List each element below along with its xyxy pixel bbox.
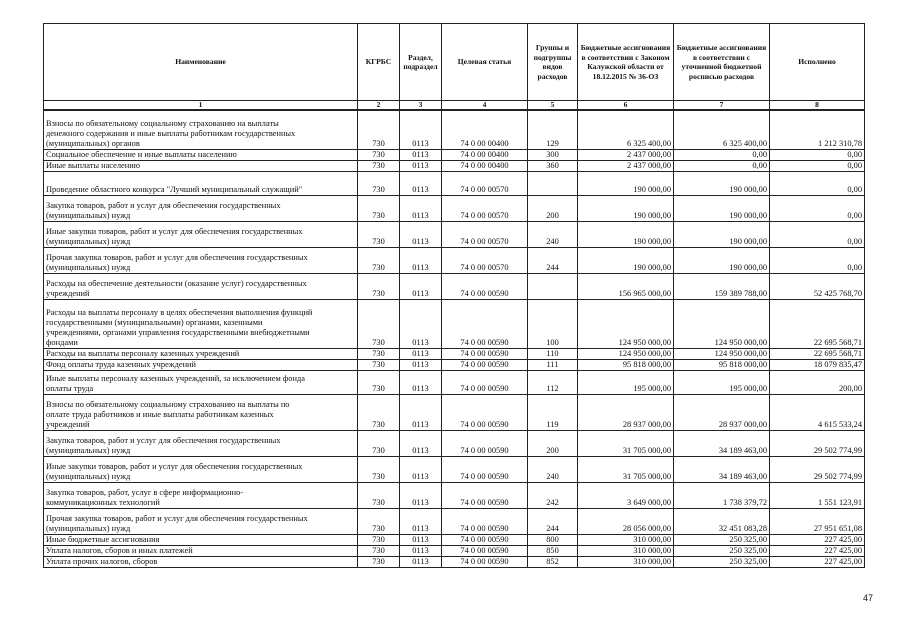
row-kgrbs: 730 [358, 247, 400, 273]
row-law-allocation: 190 000,00 [578, 247, 674, 273]
table-row [44, 430, 865, 456]
row-kgrbs: 730 [358, 221, 400, 247]
row-section: 0113 [400, 556, 442, 567]
column-number: 3 [400, 101, 442, 111]
row-target-article: 74 0 00 00590 [442, 359, 528, 370]
row-expense-type: 240 [528, 221, 578, 247]
table-body [44, 110, 865, 567]
row-name: Проведение областного конкурса "Лучший муниципальный служащий" [44, 171, 358, 195]
row-executed: 0,00 [770, 221, 865, 247]
table-row [44, 221, 865, 247]
row-target-article: 74 0 00 00590 [442, 456, 528, 482]
row-target-article: 74 0 00 00570 [442, 171, 528, 195]
row-name: Взносы по обязательному социальному страхованию на выплаты по оплате труда работников и иные выплаты работникам казенных учреждений [44, 394, 358, 430]
row-revised-allocation: 250 325,00 [674, 534, 770, 545]
row-name: Прочая закупка товаров, работ и услуг для обеспечения государственных (муниципальных) нужд [44, 247, 358, 273]
column-number-row [44, 101, 865, 111]
row-kgrbs: 730 [358, 273, 400, 299]
row-revised-allocation: 1 738 379,72 [674, 482, 770, 508]
row-law-allocation: 6 325 400,00 [578, 110, 674, 149]
row-expense-type: 200 [528, 195, 578, 221]
row-name: Иные бюджетные ассигнования [44, 534, 358, 545]
row-expense-type: 200 [528, 430, 578, 456]
column-number: 2 [358, 101, 400, 111]
row-target-article: 74 0 00 00590 [442, 482, 528, 508]
row-expense-type: 119 [528, 394, 578, 430]
row-kgrbs: 730 [358, 534, 400, 545]
row-law-allocation: 310 000,00 [578, 545, 674, 556]
row-name: Иные выплаты населению [44, 160, 358, 171]
column-number: 6 [578, 101, 674, 111]
row-executed: 227 425,00 [770, 545, 865, 556]
row-law-allocation: 28 056 000,00 [578, 508, 674, 534]
row-revised-allocation: 6 325 400,00 [674, 110, 770, 149]
row-name: Расходы на выплаты персоналу казенных учреждений [44, 348, 358, 359]
row-target-article: 74 0 00 00570 [442, 195, 528, 221]
row-section: 0113 [400, 482, 442, 508]
row-law-allocation: 124 950 000,00 [578, 299, 674, 348]
column-number: 1 [44, 101, 358, 111]
row-target-article: 74 0 00 00590 [442, 556, 528, 567]
row-revised-allocation: 124 950 000,00 [674, 299, 770, 348]
row-kgrbs: 730 [358, 394, 400, 430]
row-law-allocation: 124 950 000,00 [578, 348, 674, 359]
row-target-article: 74 0 00 00590 [442, 534, 528, 545]
table-row [44, 370, 865, 394]
row-target-article: 74 0 00 00590 [442, 508, 528, 534]
row-name: Закупка товаров, работ, услуг в сфере информационно- коммуникационных технологий [44, 482, 358, 508]
table-row [44, 456, 865, 482]
row-revised-allocation: 190 000,00 [674, 171, 770, 195]
table-row [44, 195, 865, 221]
row-executed: 0,00 [770, 160, 865, 171]
row-section: 0113 [400, 149, 442, 160]
row-executed: 0,00 [770, 149, 865, 160]
row-revised-allocation: 0,00 [674, 149, 770, 160]
row-law-allocation: 95 818 000,00 [578, 359, 674, 370]
row-law-allocation: 190 000,00 [578, 221, 674, 247]
table-row [44, 348, 865, 359]
row-kgrbs: 730 [358, 456, 400, 482]
column-header-kgrbs: КГРБС [358, 24, 400, 101]
row-kgrbs: 730 [358, 430, 400, 456]
row-law-allocation: 310 000,00 [578, 534, 674, 545]
row-section: 0113 [400, 247, 442, 273]
row-law-allocation: 3 649 000,00 [578, 482, 674, 508]
row-executed: 0,00 [770, 195, 865, 221]
row-kgrbs: 730 [358, 110, 400, 149]
table-row [44, 359, 865, 370]
table-row [44, 110, 865, 149]
row-kgrbs: 730 [358, 370, 400, 394]
row-law-allocation: 31 705 000,00 [578, 430, 674, 456]
row-target-article: 74 0 00 00590 [442, 299, 528, 348]
table-row [44, 171, 865, 195]
row-executed: 52 425 768,70 [770, 273, 865, 299]
table-row [44, 247, 865, 273]
column-number: 8 [770, 101, 865, 111]
row-executed: 227 425,00 [770, 534, 865, 545]
row-name: Социальное обеспечение и иные выплаты населению [44, 149, 358, 160]
row-expense-type: 852 [528, 556, 578, 567]
column-number: 4 [442, 101, 528, 111]
column-header-target-article: Целевая статья [442, 24, 528, 101]
table-row [44, 149, 865, 160]
table-row [44, 299, 865, 348]
row-kgrbs: 730 [358, 160, 400, 171]
row-target-article: 74 0 00 00590 [442, 348, 528, 359]
row-expense-type: 240 [528, 456, 578, 482]
row-kgrbs: 730 [358, 545, 400, 556]
column-header-name: Наименование [44, 24, 358, 101]
row-executed: 0,00 [770, 171, 865, 195]
row-name: Закупка товаров, работ и услуг для обеспечения государственных (муниципальных) нужд [44, 195, 358, 221]
header-row [44, 24, 865, 101]
row-executed: 22 695 568,71 [770, 299, 865, 348]
row-target-article: 74 0 00 00590 [442, 545, 528, 556]
row-section: 0113 [400, 171, 442, 195]
row-expense-type: 110 [528, 348, 578, 359]
row-executed: 22 695 568,71 [770, 348, 865, 359]
row-section: 0113 [400, 160, 442, 171]
table-row [44, 545, 865, 556]
row-executed: 29 502 774,99 [770, 430, 865, 456]
row-expense-type: 800 [528, 534, 578, 545]
row-name: Уплата прочих налогов, сборов [44, 556, 358, 567]
row-executed: 227 425,00 [770, 556, 865, 567]
row-target-article: 74 0 00 00590 [442, 394, 528, 430]
table-row [44, 556, 865, 567]
row-revised-allocation: 28 937 000,00 [674, 394, 770, 430]
row-law-allocation: 190 000,00 [578, 171, 674, 195]
row-section: 0113 [400, 221, 442, 247]
row-kgrbs: 730 [358, 556, 400, 567]
row-section: 0113 [400, 430, 442, 456]
column-number: 7 [674, 101, 770, 111]
row-section: 0113 [400, 508, 442, 534]
row-revised-allocation: 95 818 000,00 [674, 359, 770, 370]
row-revised-allocation: 195 000,00 [674, 370, 770, 394]
row-law-allocation: 156 965 000,00 [578, 273, 674, 299]
page-number: 47 [862, 593, 873, 603]
row-name: Расходы на выплаты персоналу в целях обеспечения выполнения функций государственными (муниципальными) органами, казенными учреждениями, органами управления государственными внебюджетными фондами [44, 299, 358, 348]
row-executed: 0,00 [770, 247, 865, 273]
column-header-expense-type: Группы и подгруппы видов расходов [528, 24, 578, 101]
row-executed: 200,00 [770, 370, 865, 394]
row-law-allocation: 190 000,00 [578, 195, 674, 221]
row-target-article: 74 0 00 00570 [442, 247, 528, 273]
row-section: 0113 [400, 370, 442, 394]
row-name: Закупка товаров, работ и услуг для обеспечения государственных (муниципальных) нужд [44, 430, 358, 456]
row-law-allocation: 310 000,00 [578, 556, 674, 567]
table-row [44, 273, 865, 299]
row-kgrbs: 730 [358, 348, 400, 359]
row-revised-allocation: 124 950 000,00 [674, 348, 770, 359]
table-row [44, 534, 865, 545]
row-name: Фонд оплаты труда казенных учреждений [44, 359, 358, 370]
row-target-article: 74 0 00 00590 [442, 430, 528, 456]
row-executed: 1 212 310,78 [770, 110, 865, 149]
row-section: 0113 [400, 110, 442, 149]
row-kgrbs: 730 [358, 508, 400, 534]
row-target-article: 74 0 00 00400 [442, 110, 528, 149]
row-expense-type: 242 [528, 482, 578, 508]
row-executed: 1 551 123,91 [770, 482, 865, 508]
row-target-article: 74 0 00 00590 [442, 273, 528, 299]
row-expense-type [528, 171, 578, 195]
budget-execution-table [43, 23, 865, 568]
table-row [44, 160, 865, 171]
row-section: 0113 [400, 456, 442, 482]
row-target-article: 74 0 00 00400 [442, 160, 528, 171]
row-target-article: 74 0 00 00570 [442, 221, 528, 247]
row-executed: 27 951 651,08 [770, 508, 865, 534]
row-revised-allocation: 190 000,00 [674, 247, 770, 273]
row-kgrbs: 730 [358, 299, 400, 348]
row-kgrbs: 730 [358, 359, 400, 370]
row-executed: 18 079 835,47 [770, 359, 865, 370]
row-expense-type: 100 [528, 299, 578, 348]
row-law-allocation: 2 437 000,00 [578, 160, 674, 171]
column-header-revised-allocations: Бюджетные ассигнования в соответствии с уточненной бюджетной росписью расходов [674, 24, 770, 101]
row-section: 0113 [400, 348, 442, 359]
row-expense-type: 244 [528, 247, 578, 273]
row-executed: 4 615 533,24 [770, 394, 865, 430]
row-revised-allocation: 190 000,00 [674, 195, 770, 221]
row-target-article: 74 0 00 00400 [442, 149, 528, 160]
row-section: 0113 [400, 299, 442, 348]
row-expense-type: 111 [528, 359, 578, 370]
row-expense-type: 850 [528, 545, 578, 556]
row-section: 0113 [400, 394, 442, 430]
row-executed: 29 502 774,99 [770, 456, 865, 482]
row-kgrbs: 730 [358, 171, 400, 195]
table-row [44, 394, 865, 430]
row-revised-allocation: 34 189 463,00 [674, 456, 770, 482]
row-law-allocation: 195 000,00 [578, 370, 674, 394]
row-revised-allocation: 250 325,00 [674, 545, 770, 556]
row-section: 0113 [400, 195, 442, 221]
table-row [44, 482, 865, 508]
column-header-executed: Исполнено [770, 24, 865, 101]
row-section: 0113 [400, 534, 442, 545]
row-expense-type: 360 [528, 160, 578, 171]
row-kgrbs: 730 [358, 482, 400, 508]
row-section: 0113 [400, 359, 442, 370]
row-law-allocation: 28 937 000,00 [578, 394, 674, 430]
row-section: 0113 [400, 273, 442, 299]
row-name: Прочая закупка товаров, работ и услуг для обеспечения государственных (муниципальных) нужд [44, 508, 358, 534]
row-law-allocation: 2 437 000,00 [578, 149, 674, 160]
column-header-section: Раздел, подраздел [400, 24, 442, 101]
row-expense-type [528, 273, 578, 299]
row-revised-allocation: 190 000,00 [674, 221, 770, 247]
row-name: Иные выплаты персоналу казенных учреждений, за исключением фонда оплаты труда [44, 370, 358, 394]
row-revised-allocation: 34 189 463,00 [674, 430, 770, 456]
row-target-article: 74 0 00 00590 [442, 370, 528, 394]
table-row [44, 508, 865, 534]
row-expense-type: 244 [528, 508, 578, 534]
row-name: Иные закупки товаров, работ и услуг для обеспечения государственных (муниципальных) нужд [44, 456, 358, 482]
row-expense-type: 112 [528, 370, 578, 394]
column-number: 5 [528, 101, 578, 111]
row-expense-type: 300 [528, 149, 578, 160]
row-name: Взносы по обязательному социальному страхованию на выплаты денежного содержания и иные выплаты работникам государственных (муниципальных) органов [44, 110, 358, 149]
row-revised-allocation: 0,00 [674, 160, 770, 171]
row-expense-type: 129 [528, 110, 578, 149]
row-name: Расходы на обеспечение деятельности (оказание услуг) государственных учреждений [44, 273, 358, 299]
row-name: Уплата налогов, сборов и иных платежей [44, 545, 358, 556]
row-revised-allocation: 250 325,00 [674, 556, 770, 567]
column-header-law-allocations: Бюджетные ассигнования в соответствии с Законом Калужской области от 18.12.2015 № 36-ОЗ [578, 24, 674, 101]
row-revised-allocation: 159 389 788,00 [674, 273, 770, 299]
row-name: Иные закупки товаров, работ и услуг для обеспечения государственных (муниципальных) нужд [44, 221, 358, 247]
row-revised-allocation: 32 451 083,28 [674, 508, 770, 534]
row-kgrbs: 730 [358, 195, 400, 221]
row-kgrbs: 730 [358, 149, 400, 160]
row-section: 0113 [400, 545, 442, 556]
row-law-allocation: 31 705 000,00 [578, 456, 674, 482]
